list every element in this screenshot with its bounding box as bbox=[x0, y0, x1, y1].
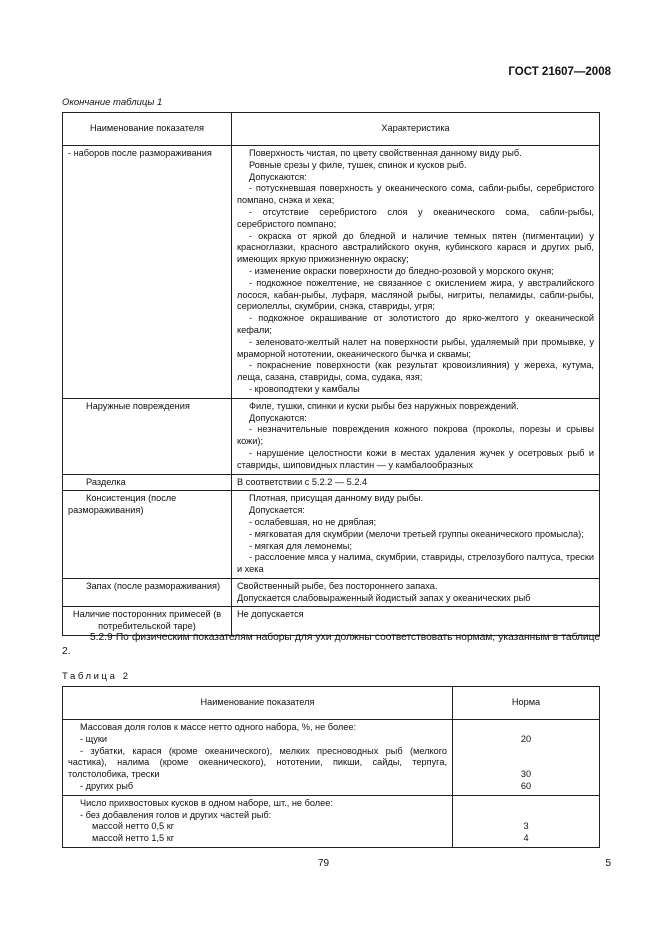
norm-value bbox=[458, 722, 594, 734]
table-row bbox=[63, 720, 600, 796]
row-name: Запах (после размораживания) bbox=[63, 578, 232, 607]
char-line: - подкожное окрашивание от золотистого до ярко-желтого у океанической кефали; bbox=[237, 313, 594, 335]
indicator-line: Число прихвостовых кусков в одном наборе, шт., не более: bbox=[80, 797, 333, 808]
char-line: Свойственный рыбе, без постороннего запаха. bbox=[237, 580, 438, 591]
table1-header-row bbox=[63, 113, 600, 146]
indicator-line: - зубатки, карася (кроме океанического), мелких пресноводных рыб (мелкого частика), налима (кроме океанического), нототении, пикши, сайды, терпуга, толстолобика, трески bbox=[68, 745, 447, 780]
char-line: - нарушение целостности кожи в местах удаления жучек у осетровых рыб и ставриды, шиповидных пластин — у камбалообразных bbox=[237, 447, 594, 470]
table1 bbox=[62, 112, 600, 636]
norm-group bbox=[453, 720, 600, 796]
row-name: Консистенция (после размораживания) bbox=[63, 491, 232, 579]
char-line: - зеленовато-желтый налет на поверхности рыбы, удаляемый при промывке, у мраморной нототении, океанического бычка и сквамы; bbox=[237, 336, 594, 359]
table-row bbox=[63, 398, 600, 474]
row-characteristic bbox=[232, 398, 600, 474]
char-line: - кровоподтеки у камбалы bbox=[249, 383, 360, 394]
char-line: Допускаются: bbox=[249, 412, 307, 423]
document-code: ГОСТ 21607—2008 bbox=[508, 66, 611, 78]
char-line: Плотная, присущая данному виду рыбы. bbox=[249, 493, 423, 504]
char-line: Не допускается bbox=[237, 609, 304, 620]
char-line: - покраснение поверхности (как результат кровоизлияния) у жереха, кутума, леща, сазана, ставриды, сома, судака, язя; bbox=[237, 360, 594, 383]
norm-value: 20 bbox=[520, 733, 532, 744]
norm-value: 60 bbox=[520, 780, 532, 791]
table1-header-char: Характеристика bbox=[232, 113, 600, 146]
char-line: - расслоение мяса у налима, скумбрии, ставриды, стрелозубого палтуса, трески и хека bbox=[237, 552, 594, 575]
table-row bbox=[63, 578, 600, 607]
indicator-group bbox=[63, 720, 453, 796]
table-row bbox=[63, 491, 600, 579]
table-row bbox=[63, 146, 600, 399]
page-number-right: 5 bbox=[605, 858, 611, 869]
char-line: В соответствии с 5.2.2 — 5.2.4 bbox=[237, 476, 368, 487]
char-line: - изменение окраски поверхности до бледно-розовой у морского окуня; bbox=[249, 265, 554, 276]
char-line: Поверхность чистая, по цвету свойственная данному виду рыб. bbox=[249, 148, 522, 158]
norm-value: 3 bbox=[523, 821, 529, 832]
char-line: - мягкая для лемонемы; bbox=[249, 540, 352, 551]
row-characteristic bbox=[232, 491, 600, 579]
row-name: Наружные повреждения bbox=[63, 398, 232, 474]
char-line: Допускается: bbox=[249, 505, 305, 516]
char-line: - потускневшая поверхность у океанического сома, сабли-рыбы, серебристого помпано, снэка и хека; bbox=[237, 183, 594, 206]
norm-value bbox=[458, 798, 594, 810]
norm-spacer bbox=[458, 757, 594, 769]
char-line: - отсутствие серебристого слоя у океанического сома, сабли-рыбы, серебристого помпано; bbox=[237, 206, 594, 229]
row-characteristic bbox=[232, 146, 600, 399]
table2-header-row bbox=[63, 687, 600, 720]
indicator-line: массой нетто 0,5 кг bbox=[92, 821, 175, 832]
indicator-group bbox=[63, 795, 453, 847]
char-line: Допускаются: bbox=[249, 171, 307, 182]
row-characteristic bbox=[232, 474, 600, 491]
norm-value: 4 bbox=[523, 833, 529, 844]
indicator-line: - других рыб bbox=[80, 780, 134, 791]
char-line: - мягковатая для скумбрии (мелочи третьей группы океанического промысла); bbox=[249, 528, 584, 539]
char-line: Филе, тушки, спинки и куски рыбы без наружных повреждений. bbox=[249, 400, 519, 411]
row-name: Наличие посторонних примесей (в потребительской таре) bbox=[63, 607, 232, 636]
row-characteristic bbox=[232, 578, 600, 607]
norm-group bbox=[453, 795, 600, 847]
table1-header-name: Наименование показателя bbox=[63, 113, 232, 146]
char-line: - незначительные повреждения кожного покрова (проколы, порезы и срывы кожи); bbox=[237, 424, 594, 447]
row-name: Разделка bbox=[63, 474, 232, 491]
table2-header-norm: Норма bbox=[453, 687, 600, 720]
indicator-line: - щуки bbox=[80, 733, 108, 744]
indicator-line: массой нетто 1,5 кг bbox=[92, 833, 175, 844]
table2-caption: Таблица 2 bbox=[62, 671, 131, 682]
table-row bbox=[63, 474, 600, 491]
char-line: Допускается слабовыраженный йодистый запах у океанических рыб bbox=[237, 592, 531, 603]
norm-spacer bbox=[458, 746, 594, 758]
char-line: Ровные срезы у филе, тушек, спинок и кусков рыб. bbox=[249, 159, 467, 170]
indicator-line: Массовая доля голов к массе нетто одного набора, %, не более: bbox=[80, 722, 357, 732]
indicator-line: - без добавления голов и других частей рыб: bbox=[80, 809, 272, 820]
table2 bbox=[62, 686, 600, 848]
page-number-center: 79 bbox=[318, 858, 330, 869]
row-name: - наборов после размораживания bbox=[63, 146, 232, 399]
char-line: - ослабевшая, но не дряблая; bbox=[249, 516, 377, 527]
table-row bbox=[63, 795, 600, 847]
table1-caption: Окончание таблицы 1 bbox=[62, 97, 163, 108]
char-line: - окраска от яркой до бледной и наличие темных пятен (пигментации) у красноглазки, красного австралийского окуня, кубинского карася и других рыб, имеющих яркую прижизненную окраску; bbox=[237, 230, 594, 265]
paragraph-5-2-9: 5.2.9 По физическим показателям наборы для ухи должны соответствовать нормам, указанным в таблице 2. bbox=[62, 632, 600, 657]
table2-header-name: Наименование показателя bbox=[63, 687, 453, 720]
norm-value: 30 bbox=[520, 769, 532, 780]
norm-value bbox=[458, 810, 594, 822]
char-line: - подкожное пожелтение, не связанное с окислением жира, у австралийского лосося, кабан-рыбы, луфаря, масляной рыбы, нигриты, пеламиды, сабли-рыбы, сериолеллы, скумбрии, снэка, ставриды, угря; bbox=[237, 277, 594, 312]
